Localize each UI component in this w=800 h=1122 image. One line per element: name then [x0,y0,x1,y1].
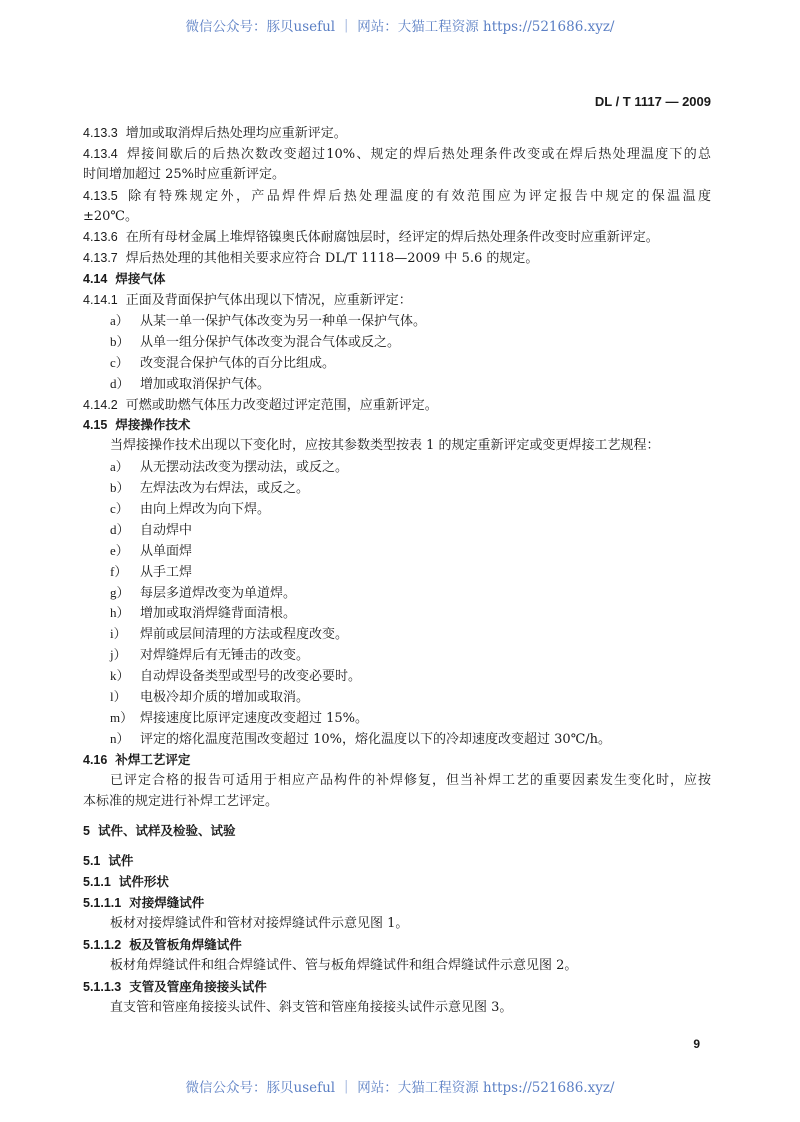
line-text: 焊前或层间清理的方法或程度改变。 [140,627,349,643]
clause-number: 4.13.5 [83,188,118,203]
clause-number: 5.1.1.3 [83,979,122,994]
clause-number: 5.1 [83,854,101,869]
list-item [83,645,711,666]
line-text: 直支管和管座角接接头试件、斜支管和管座角接接头试件示意见图 3。 [110,999,513,1015]
clause-number: 4.13.7 [83,251,118,266]
list-item [83,729,711,750]
paragraph-line [83,207,711,228]
watermark-bottom: 微信公众号：豚贝useful ｜ 网站：大猫工程资源 https://521686.xyz/ [185,1080,615,1096]
clause-number: c） [110,354,129,370]
section-heading [83,750,711,771]
clause [83,290,711,311]
section-heading [83,893,711,914]
section-heading [83,851,711,872]
section-heading [83,977,711,998]
paragraph-line [83,792,711,813]
line-text: 当焊接操作技术出现以下变化时，应按其参数类型按表 1 的规定重新评定或变更焊接工艺规程： [110,438,660,454]
clause-number: m） [110,709,134,725]
line-text: 从单一组分保护气体改变为混合气体或反之。 [140,334,401,350]
line-text: 补焊工艺评定 [115,751,191,767]
clause-number: 4.14 [83,272,108,287]
line-text: 从手工焊 [140,564,193,580]
section-heading [83,872,711,893]
paragraph-line [83,956,711,977]
clause [83,248,711,269]
line-text: 试件、试样及检验、试验 [97,823,236,839]
list-item [83,478,711,499]
line-text: 自动焊中 [140,522,193,538]
clause-number: 5.1.1.1 [83,896,122,911]
clause-number: 4.16 [83,752,108,767]
clause-number: 4.13.4 [83,146,118,161]
line-text: 改变混合保护气体的百分比组成。 [140,355,336,371]
clause-number: f） [110,563,128,579]
clause-number: k） [110,668,130,684]
line-text: 时间增加超过 25%时应重新评定。 [83,166,286,182]
clause-number: 4.13.3 [83,126,118,140]
line-text: 从单面焊 [140,543,193,559]
clause-number: a） [110,313,129,329]
line-text: 试件 [108,853,134,869]
clause-number: c） [110,501,129,517]
line-text: 已评定合格的报告可适用于相应产品构件的补焊修复，但当补焊工艺的重要因素发生变化时，应按 [110,772,711,788]
watermark-top: 微信公众号：豚贝useful ｜ 网站：大猫工程资源 https://521686.xyz/ [185,19,615,35]
line-text: 增加或取消保护气体。 [140,376,271,392]
list-item [83,353,711,374]
line-text: 试件形状 [118,874,169,890]
list-item [83,687,711,708]
clause-number: i） [110,626,127,642]
clause [83,186,711,207]
list-item [83,562,711,583]
document-body [83,123,711,1018]
clause [83,144,711,165]
line-text: 焊接速度比原评定速度改变超过 15%。 [140,710,369,726]
line-text: 左焊法改为右焊法，或反之。 [140,481,310,497]
list-item [83,457,711,478]
line-text: 对接焊缝试件 [129,895,205,911]
list-item [83,666,711,687]
clause-number: a） [110,459,129,475]
section-heading [83,935,711,956]
clause-number: 4.13.6 [83,230,118,245]
line-text: 除有特殊规定外，产品焊件焊后热处理温度的有效范围应为评定报告中规定的保温温度 [125,188,711,204]
line-text: 焊后热处理的其他相关要求应符合 DL/T 1118—2009 中 5.6 的规定。 [125,251,539,267]
list-item [83,374,711,395]
clause-number: 4.14.2 [83,397,118,412]
paragraph-line [83,436,711,457]
line-text: 板材角焊缝试件和组合焊缝试件、管与板角焊缝试件和组合焊缝试件示意见图 2。 [110,957,578,973]
list-item [83,583,711,604]
clause-number: j） [110,647,127,663]
clause-number: h） [110,605,130,621]
line-text: 从某一单一保护气体改变为另一种单一保护气体。 [140,314,427,330]
clause-number: 5 [83,824,90,839]
clause [83,395,711,416]
line-text: 板材对接焊缝试件和管材对接焊缝试件示意见图 1。 [110,915,409,931]
line-text: 对焊缝焊后有无锤击的改变。 [140,648,310,664]
line-text: 焊接操作技术 [115,417,191,433]
clause [83,123,711,144]
section-heading [83,415,711,436]
paragraph-line [83,914,711,935]
clause-number: l） [110,689,127,705]
line-text: 由向上焊改为向下焊。 [140,502,271,518]
line-text: 焊接间歇后的后热次数改变超过10%、规定的焊后热处理条件改变或在焊后热处理温度下的总 [125,146,711,162]
line-text: 评定的熔化温度范围改变超过 10%，熔化温度以下的冷却速度改变超过 30℃/h。 [140,731,611,747]
line-text: 本标准的规定进行补焊工艺评定。 [83,793,279,809]
clause-number: d） [110,521,130,537]
clause-number: n） [110,730,130,746]
clause [83,227,711,248]
line-text: 自动焊设备类型或型号的改变必要时。 [140,669,362,685]
line-text: ±20℃。 [83,208,138,224]
line-text: 在所有母材金属上堆焊铬镍奥氏体耐腐蚀层时，经评定的焊后热处理条件改变时应重新评定。 [125,230,659,246]
line-text: 正面及背面保护气体出现以下情况，应重新评定： [125,293,412,309]
line-text: 每层多道焊改变为单道焊。 [140,585,297,601]
line-text: 可燃或助燃气体压力改变超过评定范围，应重新评定。 [125,397,438,413]
line-text: 从无摆动法改变为摆动法，或反之。 [140,460,349,476]
clause-number: b） [110,480,130,496]
clause-number: 5.1.1.2 [83,937,122,952]
list-item [83,624,711,645]
section-heading [83,821,711,842]
line-text: 板及管板角焊缝试件 [129,936,242,952]
clause-number: e） [110,542,129,558]
clause-number: 4.14.1 [83,293,118,308]
list-item [83,311,711,332]
section-heading [83,269,711,290]
list-item [83,708,711,729]
list-item [83,499,711,520]
list-item [83,603,711,624]
line-text: 支管及管座角接接头试件 [129,978,267,994]
clause-number: d） [110,375,130,391]
clause-number: 5.1.1 [83,875,111,890]
line-text: 电极冷却介质的增加或取消。 [140,690,310,706]
clause-number: 4.15 [83,418,108,433]
list-item [83,332,711,353]
list-item [83,541,711,562]
list-item [83,520,711,541]
paragraph-line [83,165,711,186]
paragraph-line [83,998,711,1019]
page-number: 9 [693,1037,700,1051]
line-text: 增加或取消焊后热处理均应重新评定。 [125,126,347,141]
line-text: 焊接气体 [115,271,166,287]
standard-number: DL / T 1117 — 2009 [594,94,711,109]
clause-number: b） [110,333,130,349]
paragraph-line [83,771,711,792]
line-text: 增加或取消焊缝背面清根。 [140,606,297,622]
clause-number: g） [110,584,130,600]
